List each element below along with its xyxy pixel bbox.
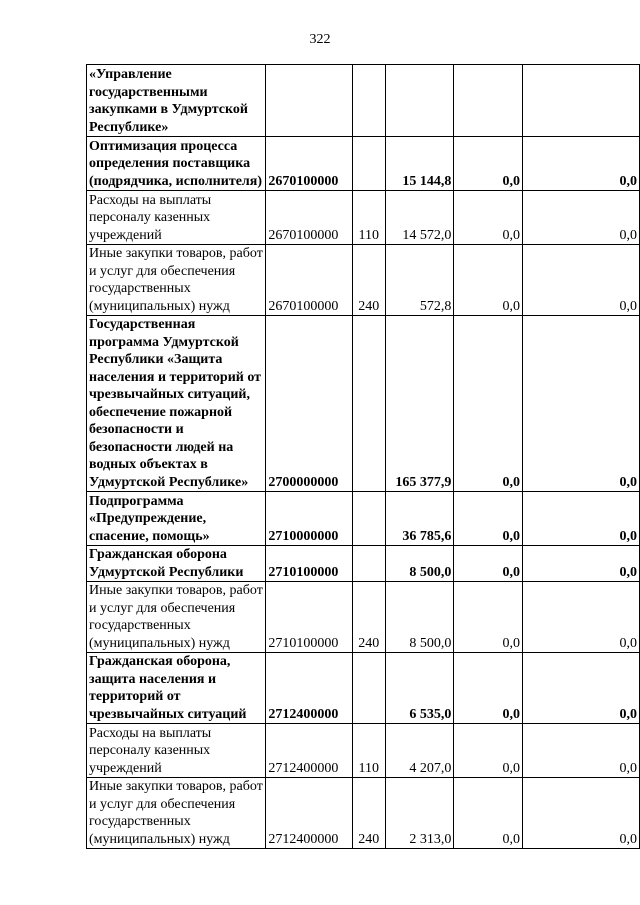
row-sum: 8 500,0 xyxy=(385,546,454,582)
table-row xyxy=(87,137,640,191)
table-row xyxy=(87,316,640,492)
row-code: 2712400000 xyxy=(266,724,352,778)
row-value-2: 0,0 xyxy=(522,582,639,653)
row-name: Расходы на выплаты персоналу казенных учреждений xyxy=(87,191,266,245)
row-value-1: 0,0 xyxy=(454,191,523,245)
row-sum: 165 377,9 xyxy=(385,316,454,492)
row-value-2: 0,0 xyxy=(522,724,639,778)
table-row xyxy=(87,191,640,245)
row-value-2: 0,0 xyxy=(522,137,639,191)
row-code: 2670100000 xyxy=(266,191,352,245)
row-name: Гражданская оборона Удмуртской Республики xyxy=(87,546,266,582)
row-value-2: 0,0 xyxy=(522,653,639,724)
row-sum: 6 535,0 xyxy=(385,653,454,724)
row-value-2: 0,0 xyxy=(522,546,639,582)
row-expense-type xyxy=(352,137,385,191)
row-value-1: 0,0 xyxy=(454,316,523,492)
row-name: «Управление государственными закупками в Удмуртской Республике» xyxy=(87,65,266,137)
row-value-2: 0,0 xyxy=(522,245,639,316)
row-value-1: 0,0 xyxy=(454,778,523,849)
row-value-1: 0,0 xyxy=(454,653,523,724)
row-expense-type: 240 xyxy=(352,582,385,653)
row-sum: 14 572,0 xyxy=(385,191,454,245)
row-expense-type xyxy=(352,653,385,724)
table-row xyxy=(87,245,640,316)
row-value-2 xyxy=(522,65,639,137)
row-name: Иные закупки товаров, работ и услуг для обеспечения государственных (муниципальных) нужд xyxy=(87,778,266,849)
row-expense-type: 240 xyxy=(352,245,385,316)
row-sum: 4 207,0 xyxy=(385,724,454,778)
row-name: Иные закупки товаров, работ и услуг для обеспечения государственных (муниципальных) нужд xyxy=(87,245,266,316)
row-code: 2700000000 xyxy=(266,316,352,492)
row-value-1: 0,0 xyxy=(454,724,523,778)
row-expense-type: 110 xyxy=(352,724,385,778)
row-expense-type: 110 xyxy=(352,191,385,245)
row-name: Гражданская оборона, защита населения и территорий от чрезвычайных ситуаций xyxy=(87,653,266,724)
row-value-1: 0,0 xyxy=(454,245,523,316)
table-row xyxy=(87,653,640,724)
row-expense-type: 240 xyxy=(352,778,385,849)
row-sum xyxy=(385,65,454,137)
budget-table xyxy=(86,64,640,849)
row-code: 2670100000 xyxy=(266,137,352,191)
row-sum: 36 785,6 xyxy=(385,492,454,546)
row-name: Государственная программа Удмуртской Республики «Защита населения и территорий от чрезвычайных ситуаций, обеспечение пожарной безопасности и безопасности людей на водных объектах в Удмуртской Республике» xyxy=(87,316,266,492)
row-sum: 15 144,8 xyxy=(385,137,454,191)
table-row xyxy=(87,65,640,137)
row-value-2: 0,0 xyxy=(522,778,639,849)
row-expense-type xyxy=(352,546,385,582)
row-sum: 2 313,0 xyxy=(385,778,454,849)
row-code: 2710100000 xyxy=(266,582,352,653)
page-number: 322 xyxy=(309,32,331,47)
row-code xyxy=(266,65,352,137)
table-row xyxy=(87,492,640,546)
table-row xyxy=(87,778,640,849)
row-code: 2710100000 xyxy=(266,546,352,582)
row-code: 2712400000 xyxy=(266,778,352,849)
row-expense-type xyxy=(352,492,385,546)
row-name: Оптимизация процесса определения поставщика (подрядчика, исполнителя) xyxy=(87,137,266,191)
row-value-1: 0,0 xyxy=(454,492,523,546)
table-row xyxy=(87,582,640,653)
row-value-1: 0,0 xyxy=(454,582,523,653)
row-value-1: 0,0 xyxy=(454,137,523,191)
table-row xyxy=(87,724,640,778)
row-code: 2710000000 xyxy=(266,492,352,546)
row-value-2: 0,0 xyxy=(522,492,639,546)
row-name: Подпрограмма «Предупреждение, спасение, помощь» xyxy=(87,492,266,546)
table-row xyxy=(87,546,640,582)
row-value-1: 0,0 xyxy=(454,546,523,582)
row-code: 2670100000 xyxy=(266,245,352,316)
row-name: Иные закупки товаров, работ и услуг для обеспечения государственных (муниципальных) нужд xyxy=(87,582,266,653)
row-sum: 8 500,0 xyxy=(385,582,454,653)
row-value-1 xyxy=(454,65,523,137)
row-expense-type xyxy=(352,65,385,137)
row-sum: 572,8 xyxy=(385,245,454,316)
row-code: 2712400000 xyxy=(266,653,352,724)
row-expense-type xyxy=(352,316,385,492)
row-name: Расходы на выплаты персоналу казенных учреждений xyxy=(87,724,266,778)
row-value-2: 0,0 xyxy=(522,316,639,492)
row-value-2: 0,0 xyxy=(522,191,639,245)
